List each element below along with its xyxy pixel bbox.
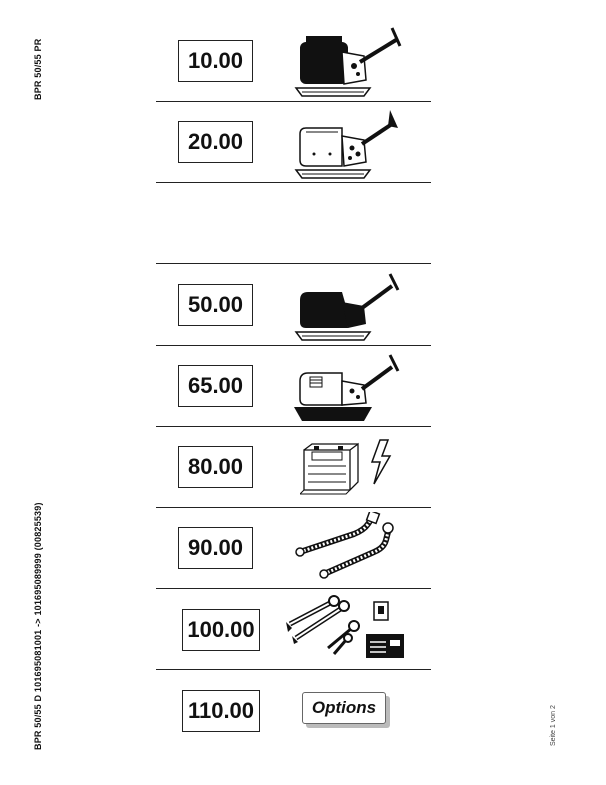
options-button[interactable]: Options <box>302 692 386 724</box>
document-title-bottom: BPR 50/55 D 101695081001 -> 101695089999 (00825539) <box>33 502 43 750</box>
group-code-button[interactable]: 65.00 <box>178 365 253 407</box>
row-divider <box>156 588 431 589</box>
plate-compactor-hood-icon[interactable] <box>292 266 412 344</box>
document-title-top: BPR 50/55 PR <box>33 38 43 100</box>
row-divider <box>156 101 431 102</box>
group-code-button[interactable]: 80.00 <box>178 446 253 488</box>
group-code-button[interactable]: 90.00 <box>178 527 253 569</box>
row-divider <box>156 182 431 183</box>
row-divider <box>156 263 431 264</box>
row-divider <box>156 345 431 346</box>
plate-compactor-frame-icon[interactable] <box>292 104 412 182</box>
group-code-button[interactable]: 20.00 <box>178 121 253 163</box>
group-code-button[interactable]: 110.00 <box>182 690 260 732</box>
page-number: Seite 1 von 2 <box>550 705 557 746</box>
hydraulic-hoses-icon[interactable] <box>294 512 404 582</box>
row-divider <box>156 426 431 427</box>
row-divider <box>156 507 431 508</box>
tools-keys-icon[interactable] <box>282 594 412 666</box>
plate-compactor-baseplate-icon[interactable] <box>292 347 412 425</box>
group-code-button[interactable]: 100.00 <box>182 609 260 651</box>
battery-electrical-icon[interactable] <box>300 434 400 500</box>
row-divider <box>156 669 431 670</box>
group-code-button[interactable]: 10.00 <box>178 40 253 82</box>
plate-compactor-engine-icon[interactable] <box>292 22 412 100</box>
group-code-button[interactable]: 50.00 <box>178 284 253 326</box>
